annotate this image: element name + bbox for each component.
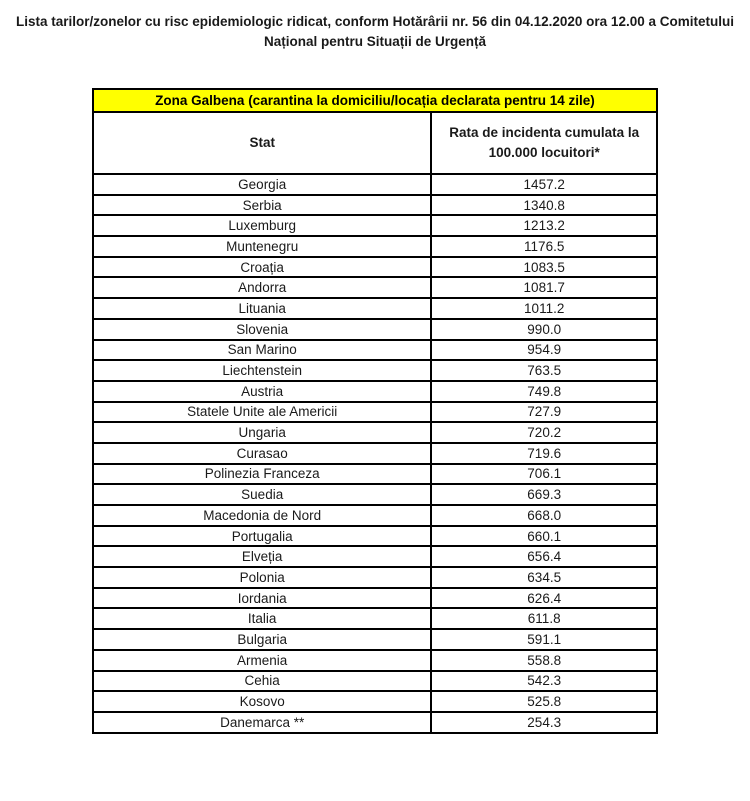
table-row (93, 691, 657, 712)
rate-cell: 591.1 (431, 629, 657, 650)
table-row (93, 277, 657, 298)
table-row (93, 257, 657, 278)
zone-header-row (93, 89, 657, 112)
rate-cell: 1011.2 (431, 298, 657, 319)
rate-cell: 706.1 (431, 464, 657, 485)
table-row (93, 195, 657, 216)
rate-cell: 763.5 (431, 360, 657, 381)
rate-cell: 669.3 (431, 484, 657, 505)
rate-cell: 634.5 (431, 567, 657, 588)
table-row (93, 546, 657, 567)
table-row (93, 298, 657, 319)
table-row (93, 464, 657, 485)
stat-cell: Polinezia Franceza (93, 464, 431, 485)
table-body (93, 174, 657, 733)
stat-cell: Georgia (93, 174, 431, 195)
table-row (93, 422, 657, 443)
rate-cell: 954.9 (431, 340, 657, 361)
stat-cell: Statele Unite ale Americii (93, 402, 431, 423)
table-row (93, 712, 657, 733)
stat-cell: Armenia (93, 650, 431, 671)
table-row (93, 381, 657, 402)
table-row (93, 319, 657, 340)
risk-table (92, 88, 658, 734)
table-row (93, 588, 657, 609)
column-header-stat: Stat (93, 112, 431, 174)
table-row (93, 629, 657, 650)
column-header-rate-label: Rata de incidenta cumulata la 100.000 locuitori* (449, 124, 640, 160)
table-row (93, 340, 657, 361)
table-row (93, 236, 657, 257)
rate-cell: 1081.7 (431, 277, 657, 298)
stat-cell: Portugalia (93, 526, 431, 547)
column-header-rate (431, 112, 657, 174)
table-row (93, 505, 657, 526)
rate-cell: 719.6 (431, 443, 657, 464)
table-row (93, 608, 657, 629)
rate-cell: 542.3 (431, 671, 657, 692)
table-row (93, 650, 657, 671)
rate-cell: 727.9 (431, 402, 657, 423)
stat-cell: Curasao (93, 443, 431, 464)
stat-cell: Andorra (93, 277, 431, 298)
rate-cell: 1457.2 (431, 174, 657, 195)
rate-cell: 990.0 (431, 319, 657, 340)
rate-cell: 525.8 (431, 691, 657, 712)
stat-cell: Macedonia de Nord (93, 505, 431, 526)
table-row (93, 671, 657, 692)
stat-cell: Italia (93, 608, 431, 629)
stat-cell: Kosovo (93, 691, 431, 712)
rate-cell: 611.8 (431, 608, 657, 629)
rate-cell: 1340.8 (431, 195, 657, 216)
stat-cell: Croația (93, 257, 431, 278)
rate-cell: 656.4 (431, 546, 657, 567)
table-row (93, 174, 657, 195)
rate-cell: 1213.2 (431, 215, 657, 236)
rate-cell: 626.4 (431, 588, 657, 609)
stat-cell: Austria (93, 381, 431, 402)
rate-cell: 1083.5 (431, 257, 657, 278)
table-row (93, 402, 657, 423)
rate-cell: 668.0 (431, 505, 657, 526)
stat-cell: Liechtenstein (93, 360, 431, 381)
stat-cell: Slovenia (93, 319, 431, 340)
document-title-line-1: Lista tarilor/zonelor cu risc epidemiologic ridicat, conform Hotărârii nr. 56 din 04.12.2020 ora 12.00 a Comitetului (16, 14, 734, 29)
table-row (93, 567, 657, 588)
table-row (93, 526, 657, 547)
stat-cell: Bulgaria (93, 629, 431, 650)
stat-cell: San Marino (93, 340, 431, 361)
table-row (93, 360, 657, 381)
table-row (93, 443, 657, 464)
stat-cell: Luxemburg (93, 215, 431, 236)
stat-cell: Muntenegru (93, 236, 431, 257)
rate-cell: 1176.5 (431, 236, 657, 257)
rate-cell: 660.1 (431, 526, 657, 547)
zone-header: Zona Galbena (carantina la domiciliu/locația declarata pentru 14 zile) (93, 89, 657, 112)
stat-cell: Iordania (93, 588, 431, 609)
rate-cell: 720.2 (431, 422, 657, 443)
table-row (93, 215, 657, 236)
stat-cell: Suedia (93, 484, 431, 505)
stat-cell: Danemarca ** (93, 712, 431, 733)
stat-cell: Ungaria (93, 422, 431, 443)
stat-cell: Lituania (93, 298, 431, 319)
rate-cell: 749.8 (431, 381, 657, 402)
stat-cell: Serbia (93, 195, 431, 216)
document-title-line-2: Național pentru Situații de Urgență (263, 33, 487, 49)
stat-cell: Cehia (93, 671, 431, 692)
rate-cell: 558.8 (431, 650, 657, 671)
table-row (93, 484, 657, 505)
stat-cell: Elveția (93, 546, 431, 567)
document-title (0, 0, 750, 51)
rate-cell: 254.3 (431, 712, 657, 733)
column-header-row (93, 112, 657, 174)
stat-cell: Polonia (93, 567, 431, 588)
